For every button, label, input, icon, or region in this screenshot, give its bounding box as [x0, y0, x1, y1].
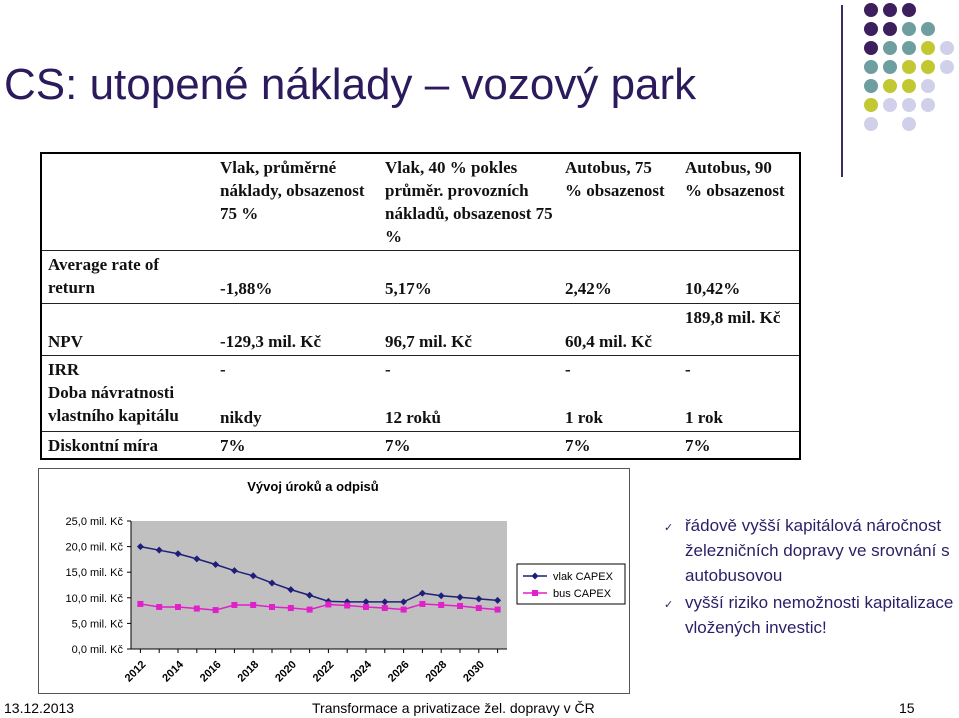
- table-cell: 7%: [685, 436, 711, 455]
- page-number: 15: [899, 700, 915, 716]
- bullet-text: řádově vyšší kapitálová náročnost železničních dopravy ve srovnání s autobusovou: [685, 516, 950, 585]
- bullet-item: [664, 590, 954, 640]
- data-point: [401, 607, 407, 613]
- decorative-dot: [883, 60, 897, 74]
- table-header-cell: [42, 154, 214, 251]
- comparison-table: [40, 152, 801, 460]
- legend-marker: [532, 590, 538, 596]
- table-header-row: [42, 154, 799, 251]
- table-cell: 1 rok: [679, 381, 799, 432]
- row-label: NPV: [42, 304, 214, 356]
- decorative-dot: [940, 60, 954, 74]
- table-row: [42, 356, 799, 382]
- decorative-dot: [902, 79, 916, 93]
- table-cell: -: [220, 360, 226, 379]
- footer-date: 13.12.2013: [4, 700, 75, 716]
- decorative-dot: [883, 3, 897, 17]
- decorative-dot: [940, 41, 954, 55]
- data-point: [137, 601, 143, 607]
- decorative-dot: [902, 98, 916, 112]
- x-tick-label: 2016: [197, 658, 224, 685]
- table-cell: nikdy: [214, 381, 379, 432]
- decorative-dot: [864, 98, 878, 112]
- data-point: [476, 605, 482, 611]
- row-label: Average rate of return: [42, 251, 214, 304]
- footer-title: Transformace a privatizace žel. dopravy v ČR: [312, 700, 595, 716]
- x-tick-label: 2020: [273, 658, 299, 685]
- x-tick-label: 2014: [160, 658, 187, 685]
- table-row: [42, 381, 799, 432]
- data-point: [438, 602, 444, 608]
- table-row: [42, 432, 799, 460]
- x-tick-label: 2026: [385, 658, 412, 685]
- decorative-dot: [902, 117, 916, 131]
- table-cell: -1,88%: [214, 251, 379, 304]
- bullet-item: [664, 513, 954, 588]
- slide-title: CS: utopené náklady – vozový park: [4, 60, 697, 109]
- bullet-text: vyšší riziko nemožnosti kapitalizace vložených investic!: [685, 593, 954, 637]
- data-point: [288, 605, 294, 611]
- data-point: [363, 604, 369, 610]
- data-point: [156, 604, 162, 610]
- decorative-dot: [902, 60, 916, 74]
- row-label: Diskontní míra: [48, 436, 159, 455]
- table-cell: 189,8 mil. Kč: [679, 304, 799, 356]
- legend-label: vlak CAPEX: [553, 571, 613, 583]
- table-cell: 60,4 mil. Kč: [559, 304, 679, 356]
- y-tick-label: 5,0 mil. Kč: [71, 618, 123, 631]
- data-point: [495, 607, 501, 613]
- table-cell: -: [565, 360, 571, 379]
- x-tick-label: 2024: [348, 658, 375, 685]
- x-tick-label: 2018: [235, 658, 262, 685]
- data-point: [382, 605, 388, 611]
- decorative-dot: [902, 3, 916, 17]
- y-tick-label: 25,0 mil. Kč: [65, 516, 123, 528]
- table-cell: 96,7 mil. Kč: [379, 304, 559, 356]
- table-header-cell: Vlak, průměrné náklady, obsazenost 75 %: [214, 154, 379, 251]
- line-chart: [39, 469, 629, 693]
- bullet-list: [664, 513, 954, 642]
- table-header-cell: Autobus, 75 % obsazenost: [559, 154, 679, 251]
- table-cell: 2,42%: [559, 251, 679, 304]
- decorative-dot: [902, 22, 916, 36]
- table-header-cell: Autobus, 90 % obsazenost: [679, 154, 799, 251]
- data-point: [231, 602, 237, 608]
- decorative-dot: [902, 41, 916, 55]
- table-cell: 5,17%: [379, 251, 559, 304]
- decorative-dot: [864, 60, 878, 74]
- table-cell: 7%: [385, 436, 411, 455]
- decorative-dot: [921, 41, 935, 55]
- data-point: [344, 602, 350, 608]
- decorative-dot: [864, 79, 878, 93]
- decorative-dot: [921, 98, 935, 112]
- check-icon: ✓: [664, 599, 674, 611]
- decorative-dot: [864, 117, 878, 131]
- table-row: [42, 304, 799, 356]
- data-point: [419, 601, 425, 607]
- x-tick-label: 2022: [310, 658, 337, 685]
- table-cell: 12 roků: [379, 381, 559, 432]
- data-point: [194, 606, 200, 612]
- table-cell: 10,42%: [679, 251, 799, 304]
- data-point: [307, 607, 313, 613]
- data-point: [213, 607, 219, 613]
- table-cell: 7%: [565, 436, 591, 455]
- table-cell: -: [385, 360, 391, 379]
- decorative-dot-grid: [0, 0, 959, 160]
- table-row: [42, 251, 799, 304]
- table-cell: -: [685, 360, 691, 379]
- decorative-dot: [864, 3, 878, 17]
- decorative-dot: [921, 22, 935, 36]
- financial-table: [42, 154, 799, 459]
- y-tick-label: 0,0 mil. Kč: [71, 644, 123, 656]
- x-tick-label: 2030: [461, 658, 487, 685]
- table-cell: -129,3 mil. Kč: [214, 304, 379, 356]
- decorative-dot: [883, 79, 897, 93]
- decorative-dot: [864, 41, 878, 55]
- row-label: Doba návratnosti vlastního kapitálu: [42, 381, 214, 432]
- decorative-dot: [883, 98, 897, 112]
- x-tick-label: 2028: [423, 658, 450, 685]
- data-point: [269, 604, 275, 610]
- data-point: [325, 601, 331, 607]
- x-tick-label: 2012: [122, 658, 149, 685]
- decorative-dot: [883, 41, 897, 55]
- data-point: [250, 602, 256, 608]
- decorative-dot: [864, 22, 878, 36]
- data-point: [457, 603, 463, 609]
- data-point: [175, 604, 181, 610]
- y-tick-label: 10,0 mil. Kč: [65, 592, 123, 605]
- decorative-dot: [883, 22, 897, 36]
- row-label: IRR: [48, 360, 80, 379]
- y-tick-label: 15,0 mil. Kč: [65, 567, 123, 580]
- chart-title: Vývoj úroků a odpisů: [247, 479, 379, 494]
- decorative-dot: [921, 79, 935, 93]
- table-header-cell: Vlak, 40 % pokles průměr. provozních nákladů, obsazenost 75 %: [379, 154, 559, 251]
- table-cell: 7%: [220, 436, 246, 455]
- table-cell: 1 rok: [559, 381, 679, 432]
- plot-area: [131, 521, 507, 649]
- y-tick-label: 20,0 mil. Kč: [65, 541, 123, 554]
- check-icon: ✓: [664, 522, 674, 534]
- decorative-dot: [921, 60, 935, 74]
- legend-label: bus CAPEX: [553, 588, 612, 600]
- chart-container: [38, 468, 630, 694]
